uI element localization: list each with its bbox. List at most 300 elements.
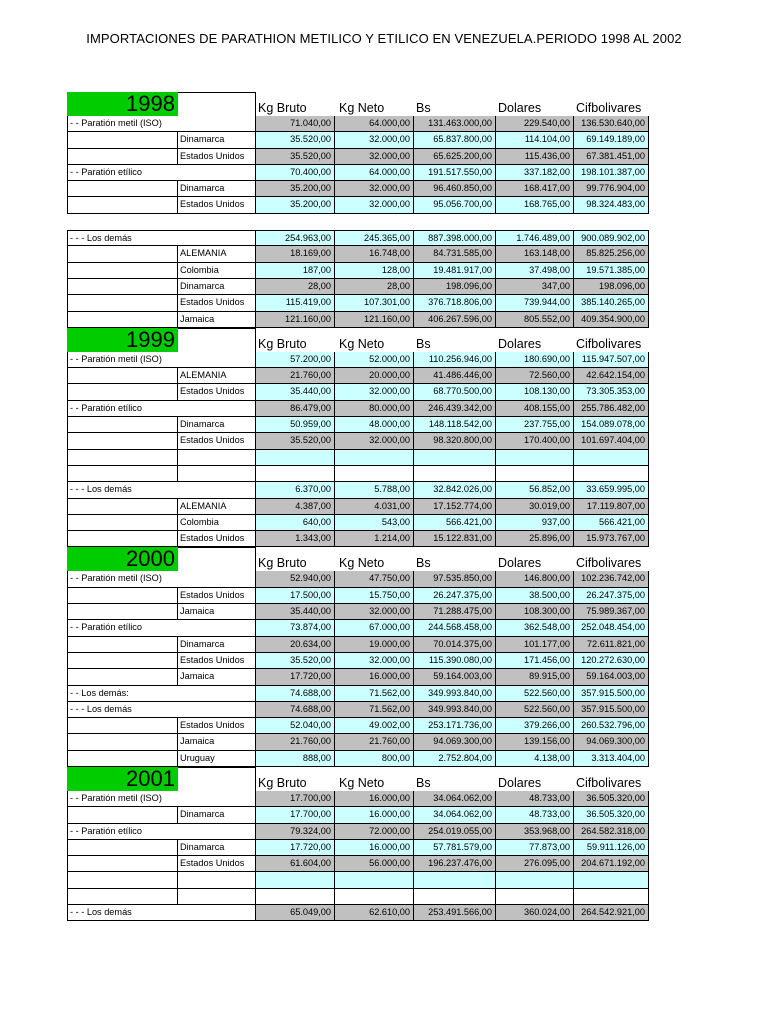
kg-bruto-cell: 74.688,00 (256, 702, 335, 718)
category-cell: - - Paratión metil (ISO) (67, 791, 256, 807)
country-cell: Jamaica (178, 669, 256, 685)
country-cell (178, 872, 256, 888)
category-cell (67, 751, 178, 767)
dolares-cell: 56.852,00 (496, 482, 574, 498)
year-header-row (67, 767, 649, 791)
header-bs: Bs (416, 336, 431, 351)
dolares-cell: 38.500,00 (496, 588, 574, 604)
kg-neto-cell: 4.031,00 (335, 499, 414, 515)
category-cell (67, 807, 178, 823)
table-row (67, 751, 649, 767)
category-cell (67, 263, 178, 279)
kg-bruto-cell: 50.959,00 (256, 417, 335, 433)
header-bs: Bs (416, 556, 431, 571)
header-cifbolivares: Cifbolivares (576, 101, 642, 115)
table-row (67, 588, 649, 604)
cifbolivares-cell: 94.069.300,00 (574, 734, 649, 750)
kg-neto-cell: 16.000,00 (335, 669, 414, 685)
kg-neto-cell: 32.000,00 (335, 197, 414, 213)
category-cell (67, 181, 178, 197)
category-cell (67, 149, 178, 165)
kg-bruto-cell: 21.760,00 (256, 368, 335, 384)
bs-cell: 148.118.542,00 (414, 417, 496, 433)
kg-bruto-cell: 28,00 (256, 279, 335, 295)
category-cell (67, 515, 178, 531)
cifbolivares-cell: 566.421,00 (574, 515, 649, 531)
dolares-cell: 115.436,00 (496, 149, 574, 165)
table-row (67, 499, 649, 515)
country-cell: Dinamarca (178, 279, 256, 295)
table-row (67, 482, 649, 498)
cifbolivares-cell: 260.532.796,00 (574, 718, 649, 734)
bs-cell: 59.164.003,00 (414, 669, 496, 685)
kg-bruto-cell: 65.049,00 (256, 905, 335, 921)
cifbolivares-cell: 102.236.742,00 (574, 571, 649, 587)
table-row (67, 686, 649, 702)
kg-bruto-cell: 17.720,00 (256, 840, 335, 856)
kg-neto-cell: 56.000,00 (335, 856, 414, 872)
country-cell: Jamaica (178, 604, 256, 620)
bs-cell: 97.535.850,00 (414, 571, 496, 587)
table-row (67, 165, 649, 181)
table-row (67, 230, 649, 246)
kg-bruto-cell: 254.963,00 (256, 230, 335, 246)
kg-neto-cell: 107.301,00 (335, 295, 414, 311)
category-cell (67, 197, 178, 213)
bs-cell: 34.064.062,00 (414, 807, 496, 823)
kg-neto-cell: 19.000,00 (335, 637, 414, 653)
kg-neto-cell: 32.000,00 (335, 149, 414, 165)
category-cell (67, 718, 178, 734)
kg-neto-cell (335, 450, 414, 466)
bs-cell: 32.842.026,00 (414, 482, 496, 498)
bs-cell: 68.770.500,00 (414, 384, 496, 400)
kg-neto-cell: 5.788,00 (335, 482, 414, 498)
cifbolivares-cell (574, 889, 649, 905)
cifbolivares-cell: 19.571.385,00 (574, 263, 649, 279)
kg-bruto-cell: 52.040,00 (256, 718, 335, 734)
table-row (67, 263, 649, 279)
category-cell: - - Paratión metil (ISO) (67, 571, 256, 587)
category-cell: - - - Los demás (67, 482, 256, 498)
kg-neto-cell: 32.000,00 (335, 181, 414, 197)
bs-cell: 196.237.476,00 (414, 856, 496, 872)
kg-bruto-cell: 71.040,00 (256, 116, 335, 132)
category-cell (67, 531, 178, 547)
table-row (67, 295, 649, 311)
country-cell: Dinamarca (178, 807, 256, 823)
category-cell (67, 312, 178, 328)
cifbolivares-cell: 75.989.367,00 (574, 604, 649, 620)
year-label: 1998 (67, 92, 178, 116)
header-kg-neto: Kg Neto (339, 775, 385, 790)
dolares-cell: 72.560,00 (496, 368, 574, 384)
bs-cell: 34.064.062,00 (414, 791, 496, 807)
table-row (67, 515, 649, 531)
table-row (67, 791, 649, 807)
dolares-cell (496, 872, 574, 888)
category-cell (67, 417, 178, 433)
kg-bruto-cell: 18.169,00 (256, 246, 335, 262)
country-cell: Estados Unidos (178, 384, 256, 400)
category-cell (67, 653, 178, 669)
bs-cell: 131.463.000,00 (414, 116, 496, 132)
category-cell: - - Paratión metil (ISO) (67, 352, 256, 368)
cifbolivares-cell: 72.611.821,00 (574, 637, 649, 653)
country-cell: ALEMANIA (178, 499, 256, 515)
category-cell (67, 246, 178, 262)
category-cell: - - Paratión etílico (67, 620, 256, 636)
dolares-cell: 168.765,00 (496, 197, 574, 213)
cifbolivares-cell (574, 450, 649, 466)
kg-neto-cell: 28,00 (335, 279, 414, 295)
bs-cell: 57.781.579,00 (414, 840, 496, 856)
kg-neto-cell: 245.365,00 (335, 230, 414, 246)
table-row (67, 116, 649, 132)
kg-bruto-cell: 35.200,00 (256, 197, 335, 213)
kg-neto-cell: 67.000,00 (335, 620, 414, 636)
dolares-cell: 168.417,00 (496, 181, 574, 197)
country-cell: Estados Unidos (178, 653, 256, 669)
cifbolivares-cell: 900.089.902,00 (574, 230, 649, 246)
kg-neto-cell: 32.000,00 (335, 132, 414, 148)
country-cell (178, 450, 256, 466)
dolares-cell: 114.104,00 (496, 132, 574, 148)
header-bs: Bs (416, 775, 431, 790)
dolares-cell: 171.456,00 (496, 653, 574, 669)
cifbolivares-cell: 17.119.807,00 (574, 499, 649, 515)
kg-bruto-cell: 35.520,00 (256, 132, 335, 148)
kg-neto-cell: 800,00 (335, 751, 414, 767)
kg-neto-cell: 80.000,00 (335, 401, 414, 417)
country-cell (178, 889, 256, 905)
dolares-cell (496, 450, 574, 466)
dolares-cell: 146.800,00 (496, 571, 574, 587)
cifbolivares-cell: 42.642.154,00 (574, 368, 649, 384)
bs-cell: 244.568.458,00 (414, 620, 496, 636)
dolares-cell: 101.177,00 (496, 637, 574, 653)
kg-bruto-cell: 17.700,00 (256, 791, 335, 807)
kg-neto-cell: 16.748,00 (335, 246, 414, 262)
year-header-row (67, 547, 649, 571)
kg-bruto-cell: 79.324,00 (256, 824, 335, 840)
header-kg-neto: Kg Neto (339, 336, 385, 351)
category-cell: - - Paratión etílico (67, 401, 256, 417)
header-kg-bruto: Kg Bruto (258, 336, 307, 351)
bs-cell: 110.256.946,00 (414, 352, 496, 368)
kg-neto-cell: 32.000,00 (335, 653, 414, 669)
dolares-cell: 37.498,00 (496, 263, 574, 279)
cifbolivares-cell: 67.381.451,00 (574, 149, 649, 165)
cifbolivares-cell: 33.659.995,00 (574, 482, 649, 498)
cifbolivares-cell: 73.305.353,00 (574, 384, 649, 400)
bs-cell (414, 450, 496, 466)
kg-neto-cell: 64.000,00 (335, 116, 414, 132)
header-cifbolivares: Cifbolivares (576, 336, 642, 351)
kg-bruto-cell: 20.634,00 (256, 637, 335, 653)
kg-neto-cell: 32.000,00 (335, 384, 414, 400)
kg-bruto-cell: 17.700,00 (256, 807, 335, 823)
kg-neto-cell: 71.562,00 (335, 686, 414, 702)
table-row (67, 734, 649, 750)
country-cell: ALEMANIA (178, 368, 256, 384)
cifbolivares-cell: 3.313.404,00 (574, 751, 649, 767)
bs-cell (414, 889, 496, 905)
category-cell (67, 466, 178, 482)
dolares-cell: 522.560,00 (496, 702, 574, 718)
bs-cell: 41.486.446,00 (414, 368, 496, 384)
table-row (67, 840, 649, 856)
category-cell (67, 368, 178, 384)
dolares-cell: 89.915,00 (496, 669, 574, 685)
dolares-cell: 408.155,00 (496, 401, 574, 417)
bs-cell: 376.718.806,00 (414, 295, 496, 311)
dolares-cell: 229.540,00 (496, 116, 574, 132)
table-row (67, 197, 649, 213)
year-frame-cell (178, 767, 256, 791)
bs-cell: 19.481.917,00 (414, 263, 496, 279)
category-cell (67, 840, 178, 856)
country-cell: Jamaica (178, 734, 256, 750)
dolares-cell: 1.746.489,00 (496, 230, 574, 246)
category-cell (67, 450, 178, 466)
cifbolivares-cell: 59.164.003,00 (574, 669, 649, 685)
dolares-cell: 163.148,00 (496, 246, 574, 262)
kg-neto-cell: 1.214,00 (335, 531, 414, 547)
category-cell (67, 295, 178, 311)
dolares-cell: 4.138,00 (496, 751, 574, 767)
table-row (67, 181, 649, 197)
year-header-row (67, 328, 649, 352)
dolares-cell: 276.095,00 (496, 856, 574, 872)
cifbolivares-cell: 120.272.630,00 (574, 653, 649, 669)
kg-neto-cell: 16.000,00 (335, 807, 414, 823)
table-row (67, 352, 649, 368)
bs-cell: 15.122.831,00 (414, 531, 496, 547)
category-cell: - - Paratión etílico (67, 824, 256, 840)
dolares-cell: 347,00 (496, 279, 574, 295)
category-cell (67, 872, 178, 888)
bs-cell: 115.390.080,00 (414, 653, 496, 669)
header-kg-neto: Kg Neto (339, 556, 385, 571)
cifbolivares-cell: 255.786.482,00 (574, 401, 649, 417)
year-label: 2000 (67, 547, 178, 571)
country-cell: Estados Unidos (178, 433, 256, 449)
dolares-cell: 237.755,00 (496, 417, 574, 433)
bs-cell: 254.019.055,00 (414, 824, 496, 840)
kg-neto-cell (335, 872, 414, 888)
dolares-cell: 522.560,00 (496, 686, 574, 702)
kg-bruto-cell: 888,00 (256, 751, 335, 767)
bs-cell: 253.171.736,00 (414, 718, 496, 734)
cifbolivares-cell: 36.505.320,00 (574, 807, 649, 823)
kg-neto-cell: 49.002,00 (335, 718, 414, 734)
cifbolivares-cell (574, 872, 649, 888)
kg-bruto-cell: 17.500,00 (256, 588, 335, 604)
table-row (67, 718, 649, 734)
cifbolivares-cell: 357.915.500,00 (574, 702, 649, 718)
bs-cell: 198.096,00 (414, 279, 496, 295)
kg-bruto-cell: 73.874,00 (256, 620, 335, 636)
bs-cell: 98.320.800,00 (414, 433, 496, 449)
table-row (67, 702, 649, 718)
bs-cell: 246.439.342,00 (414, 401, 496, 417)
header-dolares: Dolares (498, 556, 542, 571)
country-cell: Jamaica (178, 312, 256, 328)
kg-neto-cell: 32.000,00 (335, 433, 414, 449)
spacer-row (67, 214, 649, 230)
kg-neto-cell: 15.750,00 (335, 588, 414, 604)
table-row (67, 246, 649, 262)
cifbolivares-cell: 36.505.320,00 (574, 791, 649, 807)
category-cell (67, 132, 178, 148)
kg-bruto-cell: 35.440,00 (256, 604, 335, 620)
header-dolares: Dolares (498, 775, 542, 790)
table-row (67, 669, 649, 685)
table-row (67, 433, 649, 449)
category-cell: - - - Los demás (67, 905, 256, 921)
bs-cell: 71.288.475,00 (414, 604, 496, 620)
blank-row (67, 466, 649, 482)
kg-bruto-cell: 74.688,00 (256, 686, 335, 702)
dolares-cell: 170.400,00 (496, 433, 574, 449)
category-cell: - - Paratión etílico (67, 165, 256, 181)
kg-neto-cell: 64.000,00 (335, 165, 414, 181)
kg-bruto-cell: 115.419,00 (256, 295, 335, 311)
kg-bruto-cell: 187,00 (256, 263, 335, 279)
kg-neto-cell: 21.760,00 (335, 734, 414, 750)
blank-row (67, 450, 649, 466)
kg-neto-cell: 16.000,00 (335, 840, 414, 856)
category-cell (67, 433, 178, 449)
country-cell: Dinamarca (178, 181, 256, 197)
category-cell (67, 856, 178, 872)
dolares-cell: 77.873,00 (496, 840, 574, 856)
table-row (67, 312, 649, 328)
header-kg-neto: Kg Neto (339, 101, 385, 115)
bs-cell (414, 466, 496, 482)
bs-cell: 65.837.800,00 (414, 132, 496, 148)
country-cell: Estados Unidos (178, 197, 256, 213)
country-cell: ALEMANIA (178, 246, 256, 262)
kg-bruto-cell (256, 872, 335, 888)
kg-neto-cell: 543,00 (335, 515, 414, 531)
country-cell (178, 466, 256, 482)
dolares-cell: 25.896,00 (496, 531, 574, 547)
bs-cell: 191.517.550,00 (414, 165, 496, 181)
bs-cell: 84.731.585,00 (414, 246, 496, 262)
bs-cell: 96.460.850,00 (414, 181, 496, 197)
category-cell (67, 604, 178, 620)
kg-neto-cell: 121.160,00 (335, 312, 414, 328)
table-row (67, 637, 649, 653)
import-table (67, 92, 649, 921)
cifbolivares-cell: 101.697.404,00 (574, 433, 649, 449)
dolares-cell: 108.130,00 (496, 384, 574, 400)
cifbolivares-cell: 198.096,00 (574, 279, 649, 295)
bs-cell: 17.152.774,00 (414, 499, 496, 515)
kg-neto-cell: 47.750,00 (335, 571, 414, 587)
table-row (67, 417, 649, 433)
header-bs: Bs (416, 101, 431, 115)
kg-bruto-cell (256, 889, 335, 905)
bs-cell: 94.069.300,00 (414, 734, 496, 750)
kg-neto-cell: 20.000,00 (335, 368, 414, 384)
kg-bruto-cell (256, 450, 335, 466)
cifbolivares-cell: 198.101.387,00 (574, 165, 649, 181)
header-kg-bruto: Kg Bruto (258, 101, 307, 115)
kg-bruto-cell: 21.760,00 (256, 734, 335, 750)
table-row (67, 824, 649, 840)
bs-cell (414, 872, 496, 888)
kg-bruto-cell: 121.160,00 (256, 312, 335, 328)
category-cell (67, 499, 178, 515)
dolares-cell: 48.733,00 (496, 807, 574, 823)
category-cell (67, 734, 178, 750)
kg-neto-cell: 62.610,00 (335, 905, 414, 921)
dolares-cell: 139.156,00 (496, 734, 574, 750)
dolares-cell (496, 466, 574, 482)
kg-neto-cell: 48.000,00 (335, 417, 414, 433)
kg-bruto-cell: 4.387,00 (256, 499, 335, 515)
table-row (67, 604, 649, 620)
dolares-cell (496, 889, 574, 905)
page-title: IMPORTACIONES DE PARATHION METILICO Y ETILICO EN VENEZUELA.PERIODO 1998 AL 2002 (86, 31, 682, 46)
kg-neto-cell: 128,00 (335, 263, 414, 279)
kg-neto-cell (335, 889, 414, 905)
year-frame-cell (178, 547, 256, 571)
category-cell (67, 669, 178, 685)
country-cell: Colombia (178, 263, 256, 279)
bs-cell: 406.267.596,00 (414, 312, 496, 328)
dolares-cell: 30.019,00 (496, 499, 574, 515)
kg-neto-cell: 32.000,00 (335, 604, 414, 620)
kg-bruto-cell: 35.200,00 (256, 181, 335, 197)
kg-neto-cell: 71.562,00 (335, 702, 414, 718)
dolares-cell: 353.968,00 (496, 824, 574, 840)
country-cell: Dinamarca (178, 840, 256, 856)
kg-bruto-cell: 57.200,00 (256, 352, 335, 368)
table-row (67, 807, 649, 823)
dolares-cell: 805.552,00 (496, 312, 574, 328)
country-cell: Estados Unidos (178, 856, 256, 872)
category-cell (67, 889, 178, 905)
dolares-cell: 362.548,00 (496, 620, 574, 636)
kg-bruto-cell: 35.520,00 (256, 653, 335, 669)
year-label: 2001 (67, 767, 178, 791)
dolares-cell: 337.182,00 (496, 165, 574, 181)
dolares-cell: 739.944,00 (496, 295, 574, 311)
cifbolivares-cell: 154.089.078,00 (574, 417, 649, 433)
category-cell: - - - Los demás (67, 702, 256, 718)
cifbolivares-cell: 85.825.256,00 (574, 246, 649, 262)
cifbolivares-cell: 264.542.921,00 (574, 905, 649, 921)
country-cell: Estados Unidos (178, 718, 256, 734)
cifbolivares-cell: 409.354.900,00 (574, 312, 649, 328)
year-label: 1999 (67, 328, 178, 352)
table-row (67, 620, 649, 636)
dolares-cell: 48.733,00 (496, 791, 574, 807)
year-frame-cell (178, 92, 256, 116)
blank-row (67, 872, 649, 888)
header-kg-bruto: Kg Bruto (258, 556, 307, 571)
country-cell: Estados Unidos (178, 295, 256, 311)
category-cell: - - Paratión metil (ISO) (67, 116, 256, 132)
country-cell: Dinamarca (178, 132, 256, 148)
cifbolivares-cell (574, 466, 649, 482)
country-cell: Colombia (178, 515, 256, 531)
category-cell (67, 384, 178, 400)
